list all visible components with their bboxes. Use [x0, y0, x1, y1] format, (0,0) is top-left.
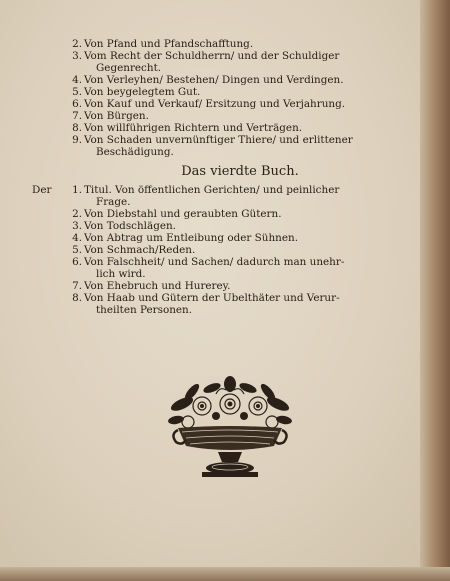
toc-entry-title: Titul. Von öffentlichen Gerichten/ und peinlicher [84, 184, 340, 196]
toc-entry [26, 292, 398, 316]
toc-entry-number: 8. [72, 292, 82, 304]
toc-entry [26, 244, 398, 256]
book-binding-edge [420, 0, 450, 581]
book3-list [26, 38, 398, 158]
book4-list [26, 184, 398, 316]
toc-entry-title: Von Ehebruch und Hurerey. [84, 280, 231, 292]
toc-entry-number: 3. [72, 220, 82, 232]
toc-entry-title: theilten Personen. [96, 304, 193, 316]
toc-entry-number: 5. [72, 244, 82, 256]
toc-entry [26, 220, 398, 232]
toc-entry-title: Von Verleyhen/ Bestehen/ Dingen und Verdingen. [84, 74, 344, 86]
toc-entry-number: 7. [72, 280, 82, 292]
toc-entry [26, 184, 398, 208]
book4-heading: Das vierdte Buch. [181, 164, 299, 179]
toc-entry-title: Frage. [96, 196, 131, 208]
table-of-contents [26, 38, 398, 316]
toc-entry [26, 134, 398, 158]
toc-entry [26, 280, 398, 292]
toc-entry-number: 2. [72, 38, 82, 50]
toc-entry-title: Gegenrecht. [96, 62, 162, 74]
toc-entry-title: lich wird. [96, 268, 146, 280]
toc-entry-number: 5. [72, 86, 82, 98]
toc-entry-title: Von Haab und Gütern der Ubelthäter und Verur- [84, 292, 340, 304]
toc-entry-number: 4. [72, 232, 82, 244]
toc-entry-number: 6. [72, 256, 82, 268]
toc-entry [26, 110, 398, 122]
flower-basket-ornament-icon [168, 376, 292, 482]
toc-entry [26, 232, 398, 244]
toc-entry-number: 3. [72, 50, 82, 62]
toc-entry-title: Beschädigung. [96, 146, 174, 158]
toc-entry-title: Von Bürgen. [84, 110, 149, 122]
toc-entry-title: Von willführigen Richtern und Verträgen. [84, 122, 303, 134]
toc-entry-number: 4. [72, 74, 82, 86]
toc-entry-title: Von Schmach/Reden. [84, 244, 196, 256]
toc-entry [26, 50, 398, 74]
toc-entry-number: 7. [72, 110, 82, 122]
toc-entry-title: Von Abtrag um Entleibung oder Sühnen. [84, 232, 298, 244]
page-bottom-edge [0, 567, 450, 581]
toc-entry [26, 38, 398, 50]
toc-entry [26, 86, 398, 98]
toc-entry [26, 98, 398, 110]
toc-entry-title: Von Todschlägen. [84, 220, 176, 232]
toc-entry-title: Von Schaden unvernünftiger Thiere/ und erlittener [84, 134, 353, 146]
toc-entry-title: Von Diebstahl und geraubten Gütern. [84, 208, 282, 220]
toc-entry [26, 208, 398, 220]
toc-entry [26, 122, 398, 134]
toc-entry [26, 74, 398, 86]
der-label: Der [32, 184, 52, 196]
toc-entry-number: 6. [72, 98, 82, 110]
toc-entry-title: Von Falschheit/ und Sachen/ dadurch man unehr- [84, 256, 345, 268]
toc-entry-number: 2. [72, 208, 82, 220]
toc-entry-number: 1. [72, 184, 82, 196]
toc-entry-number: 8. [72, 122, 82, 134]
toc-entry-title: Vom Recht der Schuldherrn/ und der Schuldiger [84, 50, 340, 62]
toc-entry-number: 9. [72, 134, 82, 146]
toc-entry-title: Von beygelegtem Gut. [84, 86, 201, 98]
toc-entry-title: Von Kauf und Verkauf/ Ersitzung und Verjahrung. [84, 98, 346, 110]
toc-entry-title: Von Pfand und Pfandschafftung. [84, 38, 254, 50]
toc-entry [26, 256, 398, 280]
